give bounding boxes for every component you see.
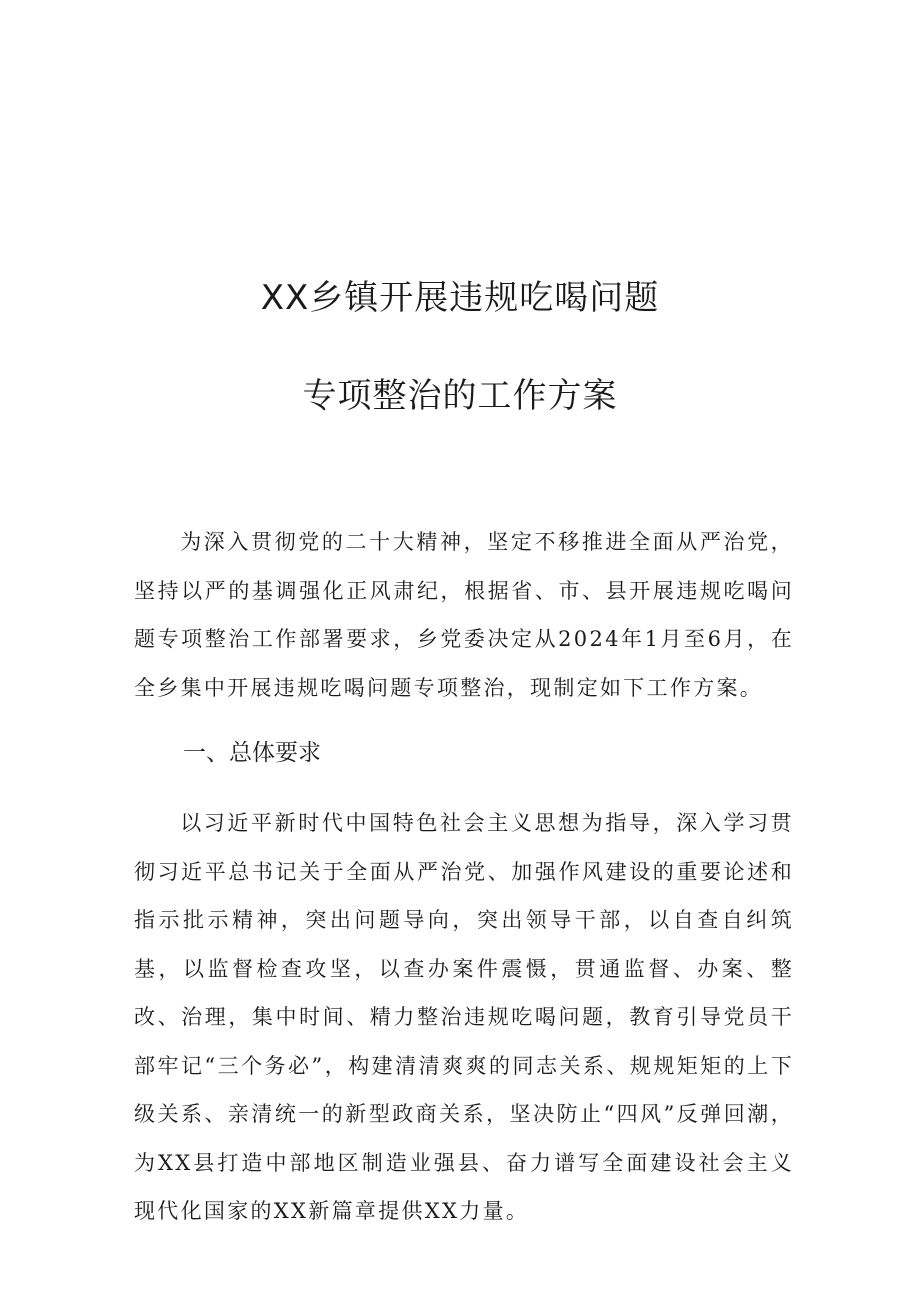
section-heading-overall-requirements: 一、总体要求 [183,740,321,766]
document-title-line-2: 专项整治的工作方案 [302,376,618,416]
section-paragraph-overall-requirements: 以习近平新时代中国特色社会主义思想为指导，深入学习贯彻习近平总书记关于全面从严治党、加强作风建设的重要论述和指示批示精神，突出问题导向，突出领导干部，以自查自纠筑基，以监督检查攻坚，以查办案件震慑，贯通监督、办案、整改、治理，集中时间、精力整治违规吃喝问题，教育引导党员干部牢记“三个务必”，构建清清爽爽的同志关系、规规矩矩的上下级关系、亲清统一的新型政商关系，坚决防止“四风”反弹回潮，为XX县打造中部地区制造业强县、奋力谱写全面建设社会主义现代化国家的XX新篇章提供XX力量。 [134,811,794,1223]
intro-paragraph: 为深入贯彻党的二十大精神，坚定不移推进全面从严治党，坚持以严的基调强化正风肃纪，根据省、市、县开展违规吃喝问题专项整治工作部署要求，乡党委决定从2024年1月至6月，在全乡集中开展违规吃喝问题专项整治，现制定如下工作方案。 [134,530,794,700]
document-title-line-1: XX乡镇开展违规吃喝问题 [260,278,660,318]
